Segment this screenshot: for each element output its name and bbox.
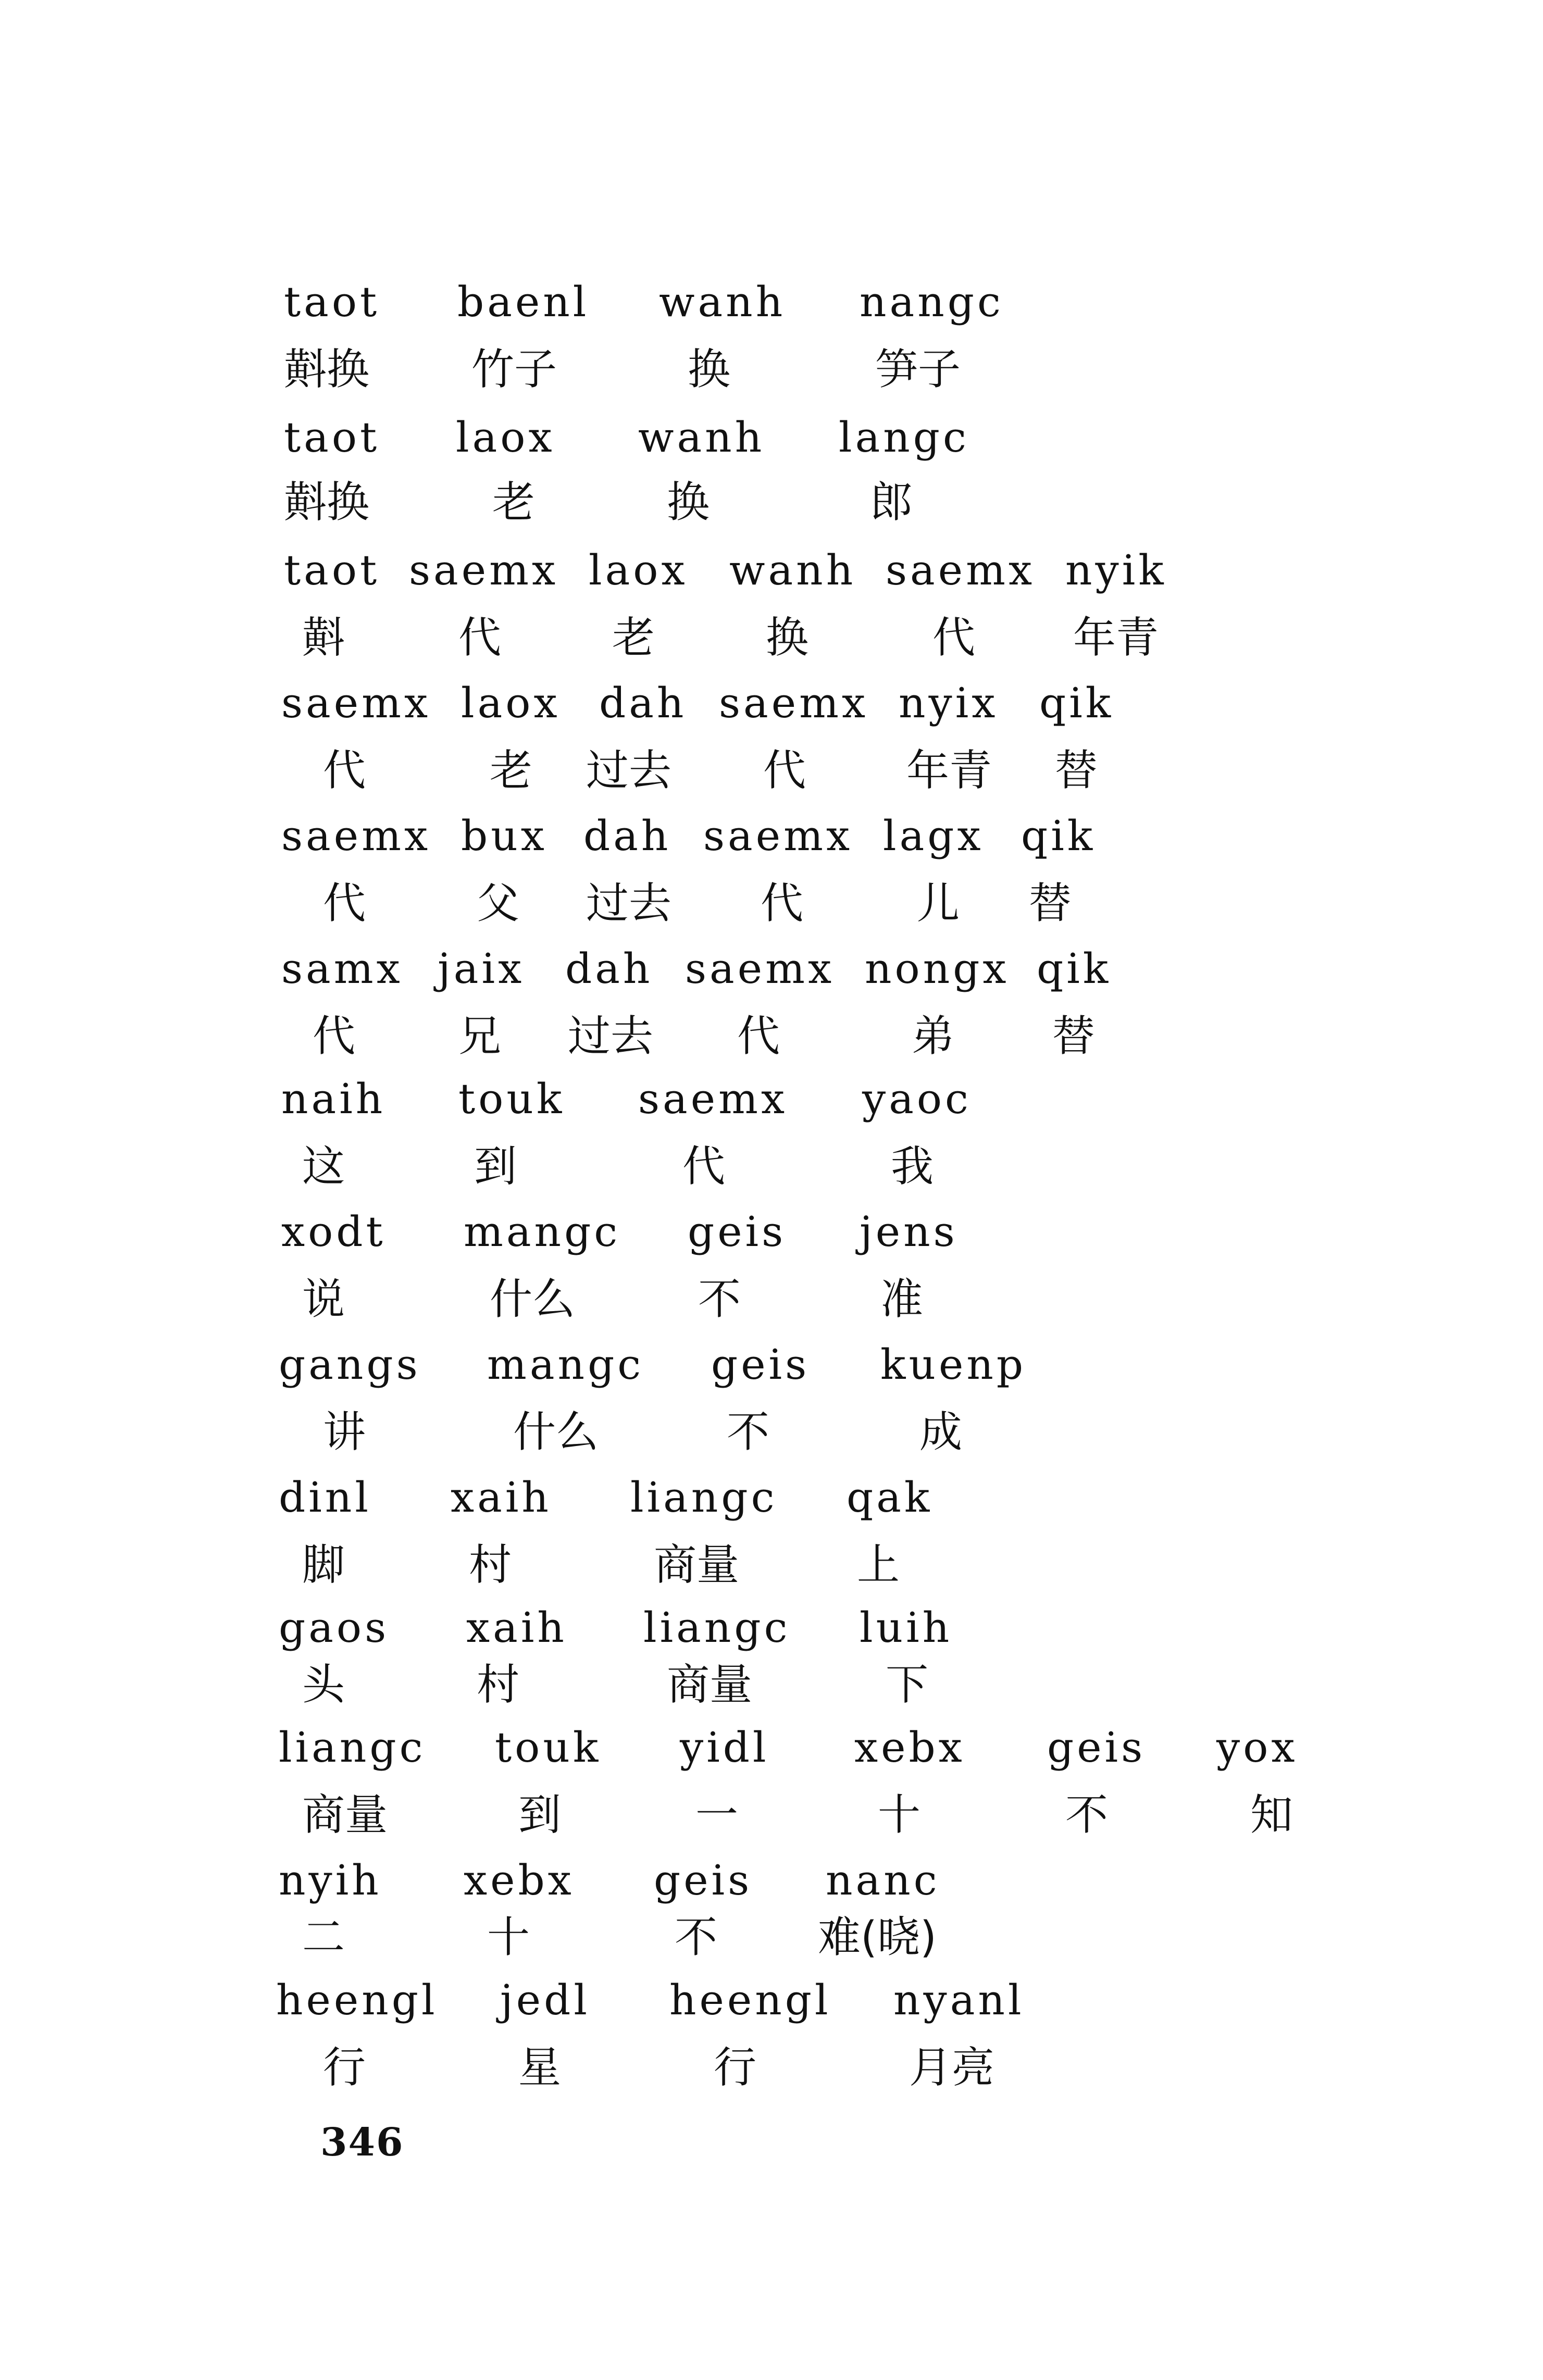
chinese-gloss-word: 讲 — [323, 1407, 366, 1457]
chinese-gloss-word: 准 — [880, 1275, 924, 1324]
romanized-word: wanh — [638, 413, 765, 462]
chinese-gloss-word: 我 — [891, 1142, 934, 1191]
romanized-word: saemx — [685, 944, 835, 993]
romanized-word: saemx — [886, 546, 1036, 594]
romanized-word: dah — [583, 812, 671, 860]
romanized-word: yaoc — [862, 1075, 972, 1123]
romanized-word: nyih — [279, 1856, 382, 1904]
chinese-gloss-word: 不 — [727, 1407, 770, 1457]
chinese-gloss-word: 代 — [323, 879, 366, 928]
chinese-gloss-line — [0, 745, 1543, 807]
chinese-gloss-word: 这 — [302, 1142, 345, 1191]
romanized-word: naih — [281, 1075, 386, 1123]
chinese-gloss-word: 脚 — [302, 1540, 345, 1590]
romanized-line — [0, 1206, 1543, 1268]
romanized-word: xaih — [466, 1603, 567, 1652]
romanized-word: jaix — [438, 944, 525, 993]
chinese-gloss-line — [0, 2042, 1543, 2104]
chinese-gloss-word: 兄 — [458, 1012, 502, 1061]
romanized-word: liangc — [643, 1603, 791, 1652]
chinese-gloss-word: 星 — [518, 2043, 562, 2092]
romanized-word: heengl — [276, 1976, 438, 2024]
romanized-word: jedl — [500, 1976, 590, 2024]
romanized-line — [0, 1854, 1543, 1917]
romanized-line — [0, 1602, 1543, 1664]
chinese-gloss-word: 老 — [612, 613, 655, 663]
chinese-gloss-word: 替 — [1052, 1012, 1096, 1061]
chinese-gloss-word: 什么 — [490, 1275, 576, 1324]
romanized-word: nongx — [865, 944, 1010, 993]
chinese-gloss-word: 换 — [688, 345, 731, 394]
chinese-gloss-word: 一 — [695, 1790, 739, 1840]
romanized-line — [0, 810, 1543, 873]
chinese-gloss-line — [0, 1789, 1543, 1852]
romanized-word: langc — [839, 413, 969, 462]
chinese-gloss-word: 过去 — [586, 746, 672, 795]
chinese-gloss-word: 难(晓) — [818, 1913, 937, 1962]
chinese-gloss-word: 斢换 — [284, 345, 370, 394]
chinese-gloss-word: 不 — [1065, 1790, 1109, 1840]
romanized-word: taot — [284, 546, 380, 594]
romanized-line — [0, 1472, 1543, 1534]
chinese-gloss-word: 代 — [313, 1012, 356, 1061]
romanized-line — [0, 544, 1543, 607]
chinese-gloss-word: 不 — [698, 1275, 741, 1324]
romanized-word: liangc — [279, 1723, 426, 1772]
romanized-word: luih — [860, 1603, 953, 1652]
chinese-gloss-line — [0, 1141, 1543, 1203]
chinese-gloss-word: 到 — [518, 1790, 562, 1840]
romanized-word: lagx — [883, 812, 984, 860]
chinese-gloss-word: 换 — [667, 478, 710, 527]
romanized-word: xaih — [451, 1473, 552, 1522]
romanized-word: laox — [589, 546, 688, 594]
romanized-word: saemx — [638, 1075, 788, 1123]
romanized-word: geis — [711, 1340, 810, 1389]
romanized-word: gaos — [279, 1603, 390, 1652]
chinese-gloss-word: 郎 — [870, 478, 913, 527]
romanized-word: nanc — [826, 1856, 940, 1904]
chinese-gloss-word: 村 — [477, 1660, 520, 1710]
chinese-gloss-line — [0, 1912, 1543, 1974]
chinese-gloss-word: 行 — [323, 2043, 366, 2092]
romanized-line — [0, 677, 1543, 740]
chinese-gloss-word: 到 — [474, 1142, 517, 1191]
chinese-gloss-word: 十 — [487, 1913, 530, 1962]
romanized-word: xodt — [281, 1207, 386, 1256]
romanized-word: xebx — [464, 1856, 575, 1904]
romanized-word: kuenp — [880, 1340, 1027, 1389]
chinese-gloss-word: 村 — [469, 1540, 512, 1590]
romanized-word: laox — [456, 413, 555, 462]
romanized-word: mangc — [464, 1207, 621, 1256]
romanized-word: mangc — [487, 1340, 644, 1389]
page-number: 346 — [320, 2120, 404, 2165]
chinese-gloss-word: 月亮 — [909, 2043, 995, 2092]
chinese-gloss-word: 斢换 — [284, 478, 370, 527]
romanized-word: geis — [1047, 1723, 1146, 1772]
romanized-word: qik — [1021, 812, 1096, 860]
romanized-word: heengl — [669, 1976, 831, 2024]
romanized-line — [0, 412, 1543, 474]
chinese-gloss-word: 弟 — [912, 1012, 955, 1061]
romanized-word: saemx — [703, 812, 853, 860]
romanized-word: saemx — [281, 679, 431, 727]
chinese-gloss-word: 年青 — [1073, 613, 1159, 663]
romanized-word: qik — [1039, 679, 1114, 727]
chinese-gloss-word: 儿 — [917, 879, 960, 928]
romanized-word: qak — [847, 1473, 933, 1522]
chinese-gloss-word: 代 — [761, 879, 804, 928]
romanized-word: touk — [495, 1723, 602, 1772]
romanized-word: geis — [688, 1207, 787, 1256]
romanized-word: baenl — [457, 278, 590, 326]
chinese-gloss-word: 过去 — [586, 879, 672, 928]
chinese-gloss-word: 代 — [932, 613, 976, 663]
chinese-gloss-word: 十 — [878, 1790, 921, 1840]
romanized-word: bux — [461, 812, 547, 860]
romanized-word: saemx — [409, 546, 559, 594]
chinese-gloss-line — [0, 878, 1543, 940]
romanized-word: saemx — [719, 679, 869, 727]
chinese-gloss-word: 代 — [323, 746, 366, 795]
chinese-gloss-word: 父 — [477, 879, 520, 928]
chinese-gloss-word: 换 — [766, 613, 809, 663]
chinese-gloss-line — [0, 1539, 1543, 1602]
romanized-word: nangc — [860, 278, 1004, 326]
chinese-gloss-word: 说 — [302, 1275, 345, 1324]
chinese-gloss-word: 商量 — [667, 1660, 753, 1710]
chinese-gloss-word: 知 — [1250, 1790, 1293, 1840]
romanized-word: nyix — [899, 679, 999, 727]
chinese-gloss-line — [0, 1406, 1543, 1469]
romanized-word: dinl — [279, 1473, 371, 1522]
chinese-gloss-word: 笋子 — [875, 345, 961, 394]
romanized-word: saemx — [281, 812, 431, 860]
romanized-line — [0, 1073, 1543, 1136]
chinese-gloss-word: 头 — [302, 1660, 345, 1710]
romanized-word: taot — [284, 278, 380, 326]
romanized-line — [0, 1722, 1543, 1784]
romanized-word: wanh — [729, 546, 856, 594]
chinese-gloss-word: 斢 — [302, 613, 345, 663]
chinese-gloss-line — [0, 612, 1543, 675]
romanized-word: yox — [1216, 1723, 1298, 1772]
chinese-gloss-word: 老 — [490, 746, 533, 795]
chinese-gloss-word: 年青 — [906, 746, 992, 795]
chinese-gloss-line — [0, 1659, 1543, 1722]
chinese-gloss-word: 竹子 — [471, 345, 557, 394]
romanized-word: samx — [281, 944, 403, 993]
romanized-word: dah — [599, 679, 687, 727]
romanized-word: gangs — [279, 1340, 421, 1389]
romanized-word: jens — [860, 1207, 958, 1256]
chinese-gloss-word: 替 — [1029, 879, 1072, 928]
chinese-gloss-word: 代 — [458, 613, 502, 663]
chinese-gloss-word: 商量 — [302, 1790, 388, 1840]
romanized-line — [0, 1974, 1543, 2037]
chinese-gloss-word: 替 — [1055, 746, 1098, 795]
romanized-line — [0, 1339, 1543, 1401]
romanized-word: qik — [1037, 944, 1112, 993]
chinese-gloss-word: 代 — [737, 1012, 780, 1061]
romanized-word: yidl — [680, 1723, 769, 1772]
chinese-gloss-word: 什么 — [513, 1407, 599, 1457]
romanized-word: taot — [284, 413, 380, 462]
romanized-word: dah — [565, 944, 653, 993]
romanized-word: laox — [461, 679, 561, 727]
chinese-gloss-line — [0, 1011, 1543, 1073]
chinese-gloss-word: 老 — [492, 478, 536, 527]
chinese-gloss-word: 商量 — [654, 1540, 740, 1590]
romanized-word: geis — [654, 1856, 753, 1904]
romanized-word: wanh — [659, 278, 786, 326]
chinese-gloss-line — [0, 1274, 1543, 1336]
chinese-gloss-word: 代 — [763, 746, 806, 795]
chinese-gloss-word: 行 — [714, 2043, 757, 2092]
chinese-gloss-word: 下 — [886, 1660, 929, 1710]
chinese-gloss-line — [0, 477, 1543, 539]
chinese-gloss-word: 成 — [919, 1407, 963, 1457]
chinese-gloss-word: 代 — [682, 1142, 726, 1191]
romanized-line — [0, 943, 1543, 1005]
chinese-gloss-line — [0, 344, 1543, 406]
romanized-word: liangc — [630, 1473, 778, 1522]
romanized-word: touk — [458, 1075, 565, 1123]
chinese-gloss-word: 上 — [857, 1540, 900, 1590]
chinese-gloss-word: 二 — [302, 1913, 345, 1962]
chinese-gloss-word: 过去 — [568, 1012, 654, 1061]
romanized-word: xebx — [854, 1723, 965, 1772]
romanized-line — [0, 276, 1543, 339]
chinese-gloss-word: 不 — [675, 1913, 718, 1962]
romanized-word: nyik — [1065, 546, 1167, 594]
romanized-word: nyanl — [893, 1976, 1025, 2024]
